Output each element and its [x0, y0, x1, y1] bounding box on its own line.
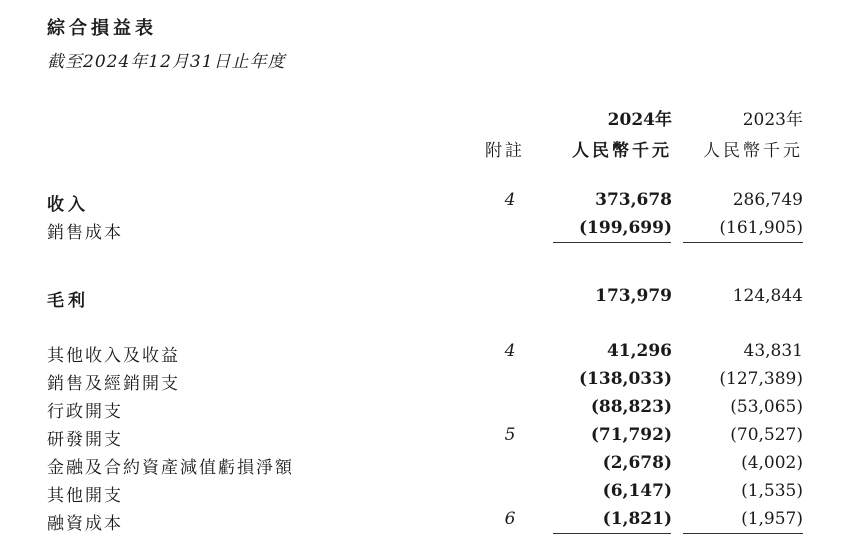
row-note: 5: [504, 425, 516, 445]
row-value-prior: (1,957): [741, 509, 803, 529]
row-label: 其他開支: [47, 486, 123, 506]
row-label: 收入: [47, 195, 89, 215]
table-row: [0, 453, 865, 481]
row-value-prior: 286,749: [732, 190, 803, 210]
header-year-current: 2024年: [607, 110, 672, 130]
row-value-prior: (4,002): [741, 453, 803, 473]
table-row: [0, 481, 865, 509]
row-label: 研發開支: [47, 430, 123, 450]
row-value-prior: 43,831: [743, 341, 803, 361]
row-value-current: (88,823): [590, 397, 672, 417]
row-value-current: 41,296: [606, 341, 672, 361]
row-value-current: (138,033): [579, 369, 672, 389]
row-label: 銷售成本: [47, 223, 123, 243]
table-row: [0, 369, 865, 397]
header-year-prior: 2023年: [742, 110, 803, 130]
row-note: 4: [504, 190, 516, 210]
row-note: 6: [504, 509, 516, 529]
row-value-current: (2,678): [602, 453, 672, 473]
row-value-prior: (161,905): [719, 218, 803, 238]
row-label: 融資成本: [47, 514, 123, 534]
row-value-prior: (53,065): [730, 397, 803, 417]
row-label: 銷售及經銷開支: [47, 374, 180, 394]
subtotal-underline-prior: [683, 242, 803, 243]
header-unit-current: 人民幣千元: [572, 141, 672, 161]
row-value-prior: (1,535): [741, 481, 803, 501]
subtotal-underline-current: [553, 533, 671, 534]
row-label: 其他收入及收益: [47, 346, 180, 366]
table-row: [0, 190, 865, 218]
table-row: [0, 397, 865, 425]
row-note: 4: [504, 341, 516, 361]
row-value-prior: 124,844: [732, 286, 803, 306]
row-value-current: (6,147): [602, 481, 672, 501]
row-value-prior: (70,527): [730, 425, 803, 445]
row-label: 毛利: [47, 291, 89, 311]
statement-title: 綜合損益表: [47, 18, 157, 39]
row-label: 金融及合約資產減值虧損淨額: [47, 458, 294, 478]
row-value-current: 373,678: [595, 190, 672, 210]
table-row: [0, 425, 865, 453]
row-value-current: (1,821): [602, 509, 672, 529]
statement-period: 截至2024年12月31日止年度: [47, 52, 286, 72]
row-label: 行政開支: [47, 402, 123, 422]
row-value-current: 173,979: [595, 286, 672, 306]
row-value-current: (199,699): [579, 218, 672, 238]
row-value-current: (71,792): [590, 425, 672, 445]
header-note: 附註: [485, 141, 525, 161]
table-row: [0, 341, 865, 369]
subtotal-underline-prior: [683, 533, 803, 534]
header-unit-prior: 人民幣千元: [703, 141, 803, 161]
row-value-prior: (127,389): [719, 369, 803, 389]
subtotal-underline-current: [553, 242, 671, 243]
table-row: [0, 286, 865, 314]
